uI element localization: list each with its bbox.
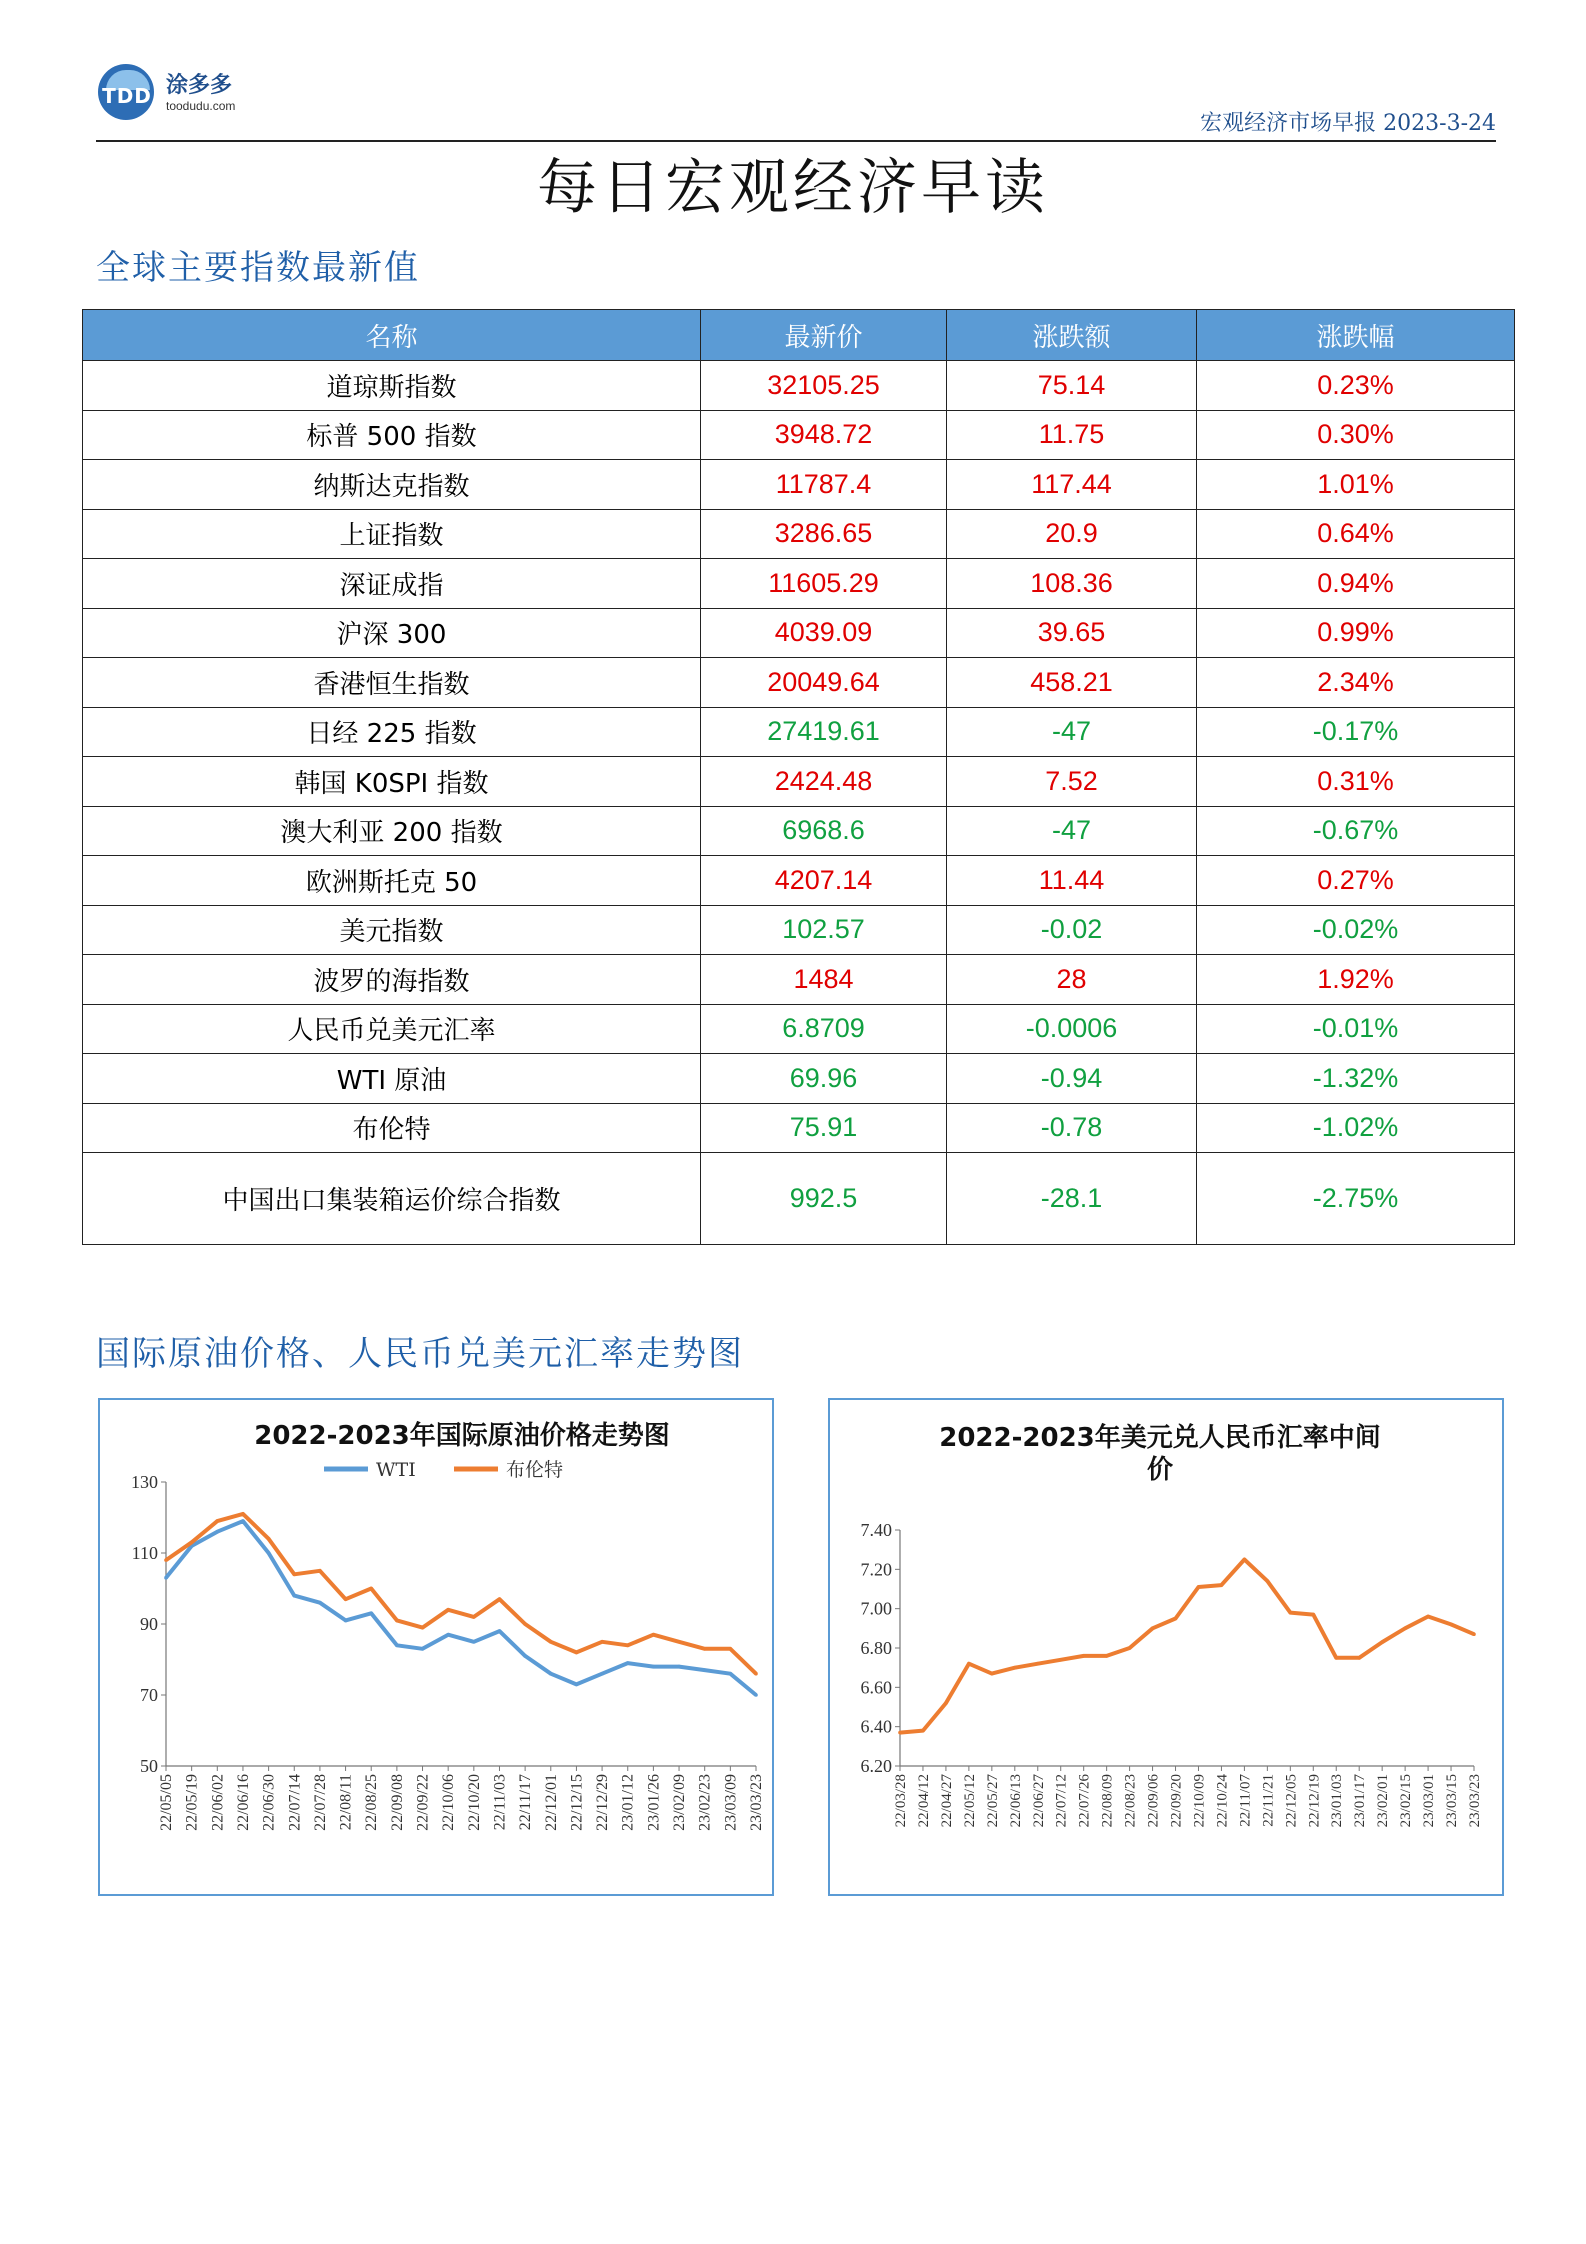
y-tick-label: 7.00	[860, 1598, 892, 1619]
x-tick-label: 22/11/21	[1260, 1774, 1277, 1827]
x-tick-label: 23/03/01	[1421, 1774, 1438, 1828]
data-point	[241, 1519, 245, 1523]
table-row	[83, 806, 1515, 856]
cell-name: 波罗的海指数	[83, 955, 701, 1005]
data-point	[1243, 1558, 1247, 1562]
data-point	[944, 1701, 948, 1705]
cell-price: 4039.09	[701, 608, 947, 658]
table-row	[83, 1054, 1515, 1104]
header-price: 最新价	[701, 310, 947, 361]
data-point	[1311, 1613, 1315, 1617]
data-point	[1013, 1666, 1017, 1670]
cell-pct: -0.02%	[1197, 905, 1515, 955]
data-point	[498, 1597, 502, 1601]
x-tick-label: 23/02/09	[671, 1774, 689, 1831]
x-tick-label: 22/11/07	[1237, 1774, 1254, 1827]
data-point	[292, 1573, 296, 1577]
data-point	[267, 1551, 271, 1555]
cell-change: 117.44	[947, 460, 1197, 510]
x-tick-label: 22/05/27	[984, 1774, 1001, 1828]
section-title-trends: 国际原油价格、人民币兑美元汇率走势图	[96, 1334, 744, 1374]
data-point	[395, 1644, 399, 1648]
data-point	[421, 1647, 425, 1651]
cell-change: -28.1	[947, 1153, 1197, 1245]
x-tick-label: 22/12/05	[1283, 1774, 1300, 1828]
x-tick-label: 22/10/06	[440, 1774, 458, 1831]
data-point	[318, 1569, 322, 1573]
x-tick-label: 23/02/23	[696, 1774, 714, 1831]
cell-pct: -2.75%	[1197, 1153, 1515, 1245]
data-point	[241, 1512, 245, 1516]
table-row	[83, 460, 1515, 510]
cell-pct: 1.01%	[1197, 460, 1515, 510]
cell-change: -0.94	[947, 1054, 1197, 1104]
y-tick-label: 90	[140, 1614, 158, 1634]
cell-change: -0.0006	[947, 1004, 1197, 1054]
data-point	[472, 1615, 476, 1619]
cell-price: 69.96	[701, 1054, 947, 1104]
logo-mark-icon: TDD	[96, 62, 158, 124]
cell-pct: -0.01%	[1197, 1004, 1515, 1054]
page-title: 每日宏观经济早读	[537, 153, 1049, 223]
data-point	[990, 1672, 994, 1676]
cell-pct: 0.64%	[1197, 509, 1515, 559]
data-point	[600, 1672, 604, 1676]
data-point	[677, 1640, 681, 1644]
cell-name: 纳斯达克指数	[83, 460, 701, 510]
x-tick-label: 23/03/23	[748, 1774, 765, 1831]
series-line	[166, 1521, 756, 1695]
y-tick-label: 70	[140, 1685, 158, 1705]
data-point	[549, 1640, 553, 1644]
data-point	[729, 1672, 733, 1676]
x-tick-label: 23/03/09	[722, 1774, 740, 1831]
x-tick-label: 22/06/30	[260, 1774, 278, 1831]
data-point	[216, 1530, 220, 1534]
cell-change: -0.78	[947, 1103, 1197, 1153]
x-tick-label: 22/10/24	[1214, 1774, 1231, 1828]
data-point	[1403, 1627, 1407, 1631]
table-row	[83, 955, 1515, 1005]
cell-name: 上证指数	[83, 509, 701, 559]
data-point	[1220, 1583, 1224, 1587]
data-point	[1082, 1654, 1086, 1658]
chart-title: 价	[1146, 1455, 1174, 1485]
data-point	[729, 1647, 733, 1651]
data-point	[164, 1576, 168, 1580]
x-tick-label: 22/10/09	[1191, 1774, 1208, 1828]
x-tick-label: 22/09/06	[1145, 1774, 1162, 1828]
x-tick-label: 23/02/01	[1375, 1774, 1392, 1828]
cell-price: 20049.64	[701, 658, 947, 708]
cell-change: 20.9	[947, 509, 1197, 559]
cell-name: 香港恒生指数	[83, 658, 701, 708]
x-tick-label: 22/04/12	[915, 1774, 932, 1828]
x-tick-label: 22/09/22	[414, 1774, 432, 1831]
x-tick-label: 22/06/13	[1007, 1774, 1024, 1828]
cell-price: 32105.25	[701, 361, 947, 411]
table-row	[83, 361, 1515, 411]
table-row	[83, 707, 1515, 757]
x-tick-label: 22/12/01	[542, 1774, 560, 1831]
data-point	[318, 1601, 322, 1605]
x-tick-label: 22/09/20	[1168, 1774, 1185, 1828]
data-point	[498, 1629, 502, 1633]
x-tick-label: 22/06/16	[234, 1774, 252, 1831]
cell-change: -47	[947, 707, 1197, 757]
table-header-row	[83, 310, 1515, 361]
data-point	[344, 1597, 348, 1601]
brand-logo	[96, 62, 235, 124]
y-tick-label: 50	[140, 1756, 158, 1776]
cell-pct: 0.31%	[1197, 757, 1515, 807]
cell-name: 布伦特	[83, 1103, 701, 1153]
cell-pct: -0.17%	[1197, 707, 1515, 757]
x-tick-label: 22/04/27	[938, 1774, 955, 1828]
data-point	[754, 1672, 758, 1676]
x-tick-label: 22/09/08	[388, 1774, 406, 1831]
cell-price: 102.57	[701, 905, 947, 955]
oil-price-chart-svg	[100, 1400, 772, 1894]
data-point	[652, 1665, 656, 1669]
x-tick-label: 22/12/19	[1306, 1774, 1323, 1828]
table-row	[83, 1103, 1515, 1153]
x-tick-label: 23/01/17	[1352, 1774, 1369, 1828]
data-point	[344, 1619, 348, 1623]
index-table	[82, 309, 1515, 1245]
cell-name: 沪深 300	[83, 608, 701, 658]
cell-name: 澳大利亚 200 指数	[83, 806, 701, 856]
data-point	[703, 1668, 707, 1672]
y-tick-label: 7.40	[860, 1520, 892, 1540]
header-change: 涨跌额	[947, 310, 1197, 361]
cell-change: 28	[947, 955, 1197, 1005]
data-point	[1151, 1627, 1155, 1631]
brand-site: toodudu.com	[166, 99, 236, 113]
x-tick-label: 22/11/03	[491, 1774, 509, 1831]
cell-price: 11605.29	[701, 559, 947, 609]
data-point	[216, 1519, 220, 1523]
data-point	[677, 1665, 681, 1669]
cell-change: 11.44	[947, 856, 1197, 906]
data-point	[1036, 1662, 1040, 1666]
cell-name: 日经 225 指数	[83, 707, 701, 757]
data-point	[164, 1558, 168, 1562]
data-point	[549, 1672, 553, 1676]
cell-pct: 0.23%	[1197, 361, 1515, 411]
table-row	[83, 1004, 1515, 1054]
x-tick-label: 22/05/19	[183, 1774, 201, 1831]
cell-pct: 0.27%	[1197, 856, 1515, 906]
legend-label: 布伦特	[506, 1459, 564, 1481]
cell-price: 1484	[701, 955, 947, 1005]
header-name: 名称	[83, 310, 701, 361]
table-row	[83, 658, 1515, 708]
cell-price: 2424.48	[701, 757, 947, 807]
x-tick-label: 23/01/26	[645, 1774, 663, 1831]
data-point	[446, 1633, 450, 1637]
cell-price: 75.91	[701, 1103, 947, 1153]
y-tick-label: 6.80	[860, 1638, 892, 1658]
data-point	[1449, 1623, 1453, 1627]
data-point	[421, 1626, 425, 1630]
x-tick-label: 23/01/03	[1329, 1774, 1346, 1828]
data-point	[1105, 1654, 1109, 1658]
data-point	[190, 1541, 194, 1545]
data-point	[652, 1633, 656, 1637]
cell-pct: -0.67%	[1197, 806, 1515, 856]
data-point	[1357, 1656, 1361, 1660]
data-point	[600, 1640, 604, 1644]
table-row	[83, 1153, 1515, 1245]
table-row	[83, 410, 1515, 460]
x-tick-label: 22/07/14	[286, 1774, 304, 1831]
data-point	[898, 1731, 902, 1735]
fx-rate-chart	[828, 1398, 1504, 1896]
cell-name: 标普 500 指数	[83, 410, 701, 460]
y-tick-label: 130	[131, 1472, 158, 1492]
cell-change: 7.52	[947, 757, 1197, 807]
cell-change: 39.65	[947, 608, 1197, 658]
x-tick-label: 22/07/12	[1053, 1774, 1070, 1828]
cell-price: 27419.61	[701, 707, 947, 757]
x-tick-label: 22/11/17	[517, 1774, 535, 1831]
data-point	[1426, 1615, 1430, 1619]
cell-pct: 0.94%	[1197, 559, 1515, 609]
y-tick-label: 7.20	[860, 1559, 892, 1580]
y-tick-label: 110	[131, 1543, 158, 1563]
header-pct: 涨跌幅	[1197, 310, 1515, 361]
data-point	[523, 1654, 527, 1658]
cell-change: 458.21	[947, 658, 1197, 708]
data-point	[472, 1640, 476, 1644]
legend-label: WTI	[376, 1459, 416, 1481]
x-tick-label: 22/07/26	[1076, 1774, 1093, 1828]
table-row	[83, 509, 1515, 559]
table-row	[83, 856, 1515, 906]
data-point	[703, 1647, 707, 1651]
x-tick-label: 22/08/25	[363, 1774, 381, 1831]
x-tick-label: 23/03/15	[1444, 1774, 1461, 1828]
cell-change: -47	[947, 806, 1197, 856]
cell-price: 992.5	[701, 1153, 947, 1245]
data-point	[267, 1537, 271, 1541]
x-tick-label: 22/03/28	[893, 1774, 909, 1828]
cell-name: 欧洲斯托克 50	[83, 856, 701, 906]
fx-rate-chart-svg	[830, 1400, 1502, 1894]
x-tick-label: 22/06/27	[1030, 1774, 1047, 1828]
table-row	[83, 757, 1515, 807]
data-point	[626, 1644, 630, 1648]
x-tick-label: 22/08/09	[1099, 1774, 1116, 1828]
x-tick-label: 22/08/11	[337, 1774, 355, 1831]
data-point	[369, 1612, 373, 1616]
y-tick-label: 6.60	[860, 1677, 892, 1698]
data-point	[967, 1662, 971, 1666]
x-tick-label: 22/06/02	[209, 1774, 227, 1831]
x-tick-label: 23/02/15	[1398, 1774, 1415, 1828]
report-tag: 宏观经济市场早报 2023-3-24	[1200, 111, 1496, 136]
brand-name: 涂多多	[166, 73, 233, 98]
data-point	[575, 1683, 579, 1687]
data-point	[575, 1651, 579, 1655]
data-point	[369, 1587, 373, 1591]
data-point	[1380, 1640, 1384, 1644]
x-tick-label: 22/10/20	[465, 1774, 483, 1831]
cell-price: 6.8709	[701, 1004, 947, 1054]
series-line	[900, 1560, 1474, 1733]
cell-change: 75.14	[947, 361, 1197, 411]
cell-pct: -1.32%	[1197, 1054, 1515, 1104]
chart-title: 2022-2023年国际原油价格走势图	[254, 1421, 670, 1451]
cell-price: 4207.14	[701, 856, 947, 906]
cell-pct: -1.02%	[1197, 1103, 1515, 1153]
data-point	[1059, 1658, 1063, 1662]
cell-name: 道琼斯指数	[83, 361, 701, 411]
oil-price-chart	[98, 1398, 774, 1896]
data-point	[1289, 1611, 1293, 1615]
y-tick-label: 6.40	[860, 1716, 892, 1737]
cell-price: 3286.65	[701, 509, 947, 559]
cell-pct: 1.92%	[1197, 955, 1515, 1005]
cell-pct: 0.30%	[1197, 410, 1515, 460]
x-tick-label: 22/08/23	[1122, 1774, 1139, 1828]
x-tick-label: 22/12/29	[594, 1774, 612, 1831]
data-point	[1266, 1579, 1270, 1583]
section-title-indices: 全球主要指数最新值	[96, 248, 420, 288]
data-point	[1472, 1632, 1476, 1636]
cell-name: 中国出口集装箱运价综合指数	[83, 1153, 701, 1245]
data-point	[921, 1729, 925, 1733]
table-row	[83, 608, 1515, 658]
y-tick-label: 6.20	[860, 1756, 892, 1776]
cell-price: 3948.72	[701, 410, 947, 460]
data-point	[292, 1594, 296, 1598]
chart-title: 2022-2023年美元兑人民币汇率中间	[939, 1423, 1381, 1453]
data-point	[1197, 1585, 1201, 1589]
cell-name: 韩国 K0SPI 指数	[83, 757, 701, 807]
cell-pct: 2.34%	[1197, 658, 1515, 708]
cell-change: 108.36	[947, 559, 1197, 609]
x-tick-label: 22/05/05	[158, 1774, 175, 1831]
data-point	[1128, 1646, 1132, 1650]
cell-name: WTI 原油	[83, 1054, 701, 1104]
table-row	[83, 905, 1515, 955]
cell-change: -0.02	[947, 905, 1197, 955]
cell-price: 6968.6	[701, 806, 947, 856]
index-table-body	[83, 361, 1515, 1245]
cell-name: 深证成指	[83, 559, 701, 609]
cell-name: 人民币兑美元汇率	[83, 1004, 701, 1054]
table-row	[83, 559, 1515, 609]
data-point	[1174, 1617, 1178, 1621]
data-point	[523, 1622, 527, 1626]
data-point	[1334, 1656, 1338, 1660]
cell-name: 美元指数	[83, 905, 701, 955]
cell-pct: 0.99%	[1197, 608, 1515, 658]
data-point	[754, 1693, 758, 1697]
data-point	[446, 1608, 450, 1612]
x-tick-label: 23/03/23	[1467, 1774, 1483, 1828]
cell-price: 11787.4	[701, 460, 947, 510]
data-point	[626, 1661, 630, 1665]
x-tick-label: 22/05/12	[961, 1774, 978, 1828]
data-point	[395, 1619, 399, 1623]
cell-change: 11.75	[947, 410, 1197, 460]
x-tick-label: 22/12/15	[568, 1774, 586, 1831]
x-tick-label: 23/01/12	[619, 1774, 637, 1831]
x-tick-label: 22/07/28	[311, 1774, 329, 1831]
